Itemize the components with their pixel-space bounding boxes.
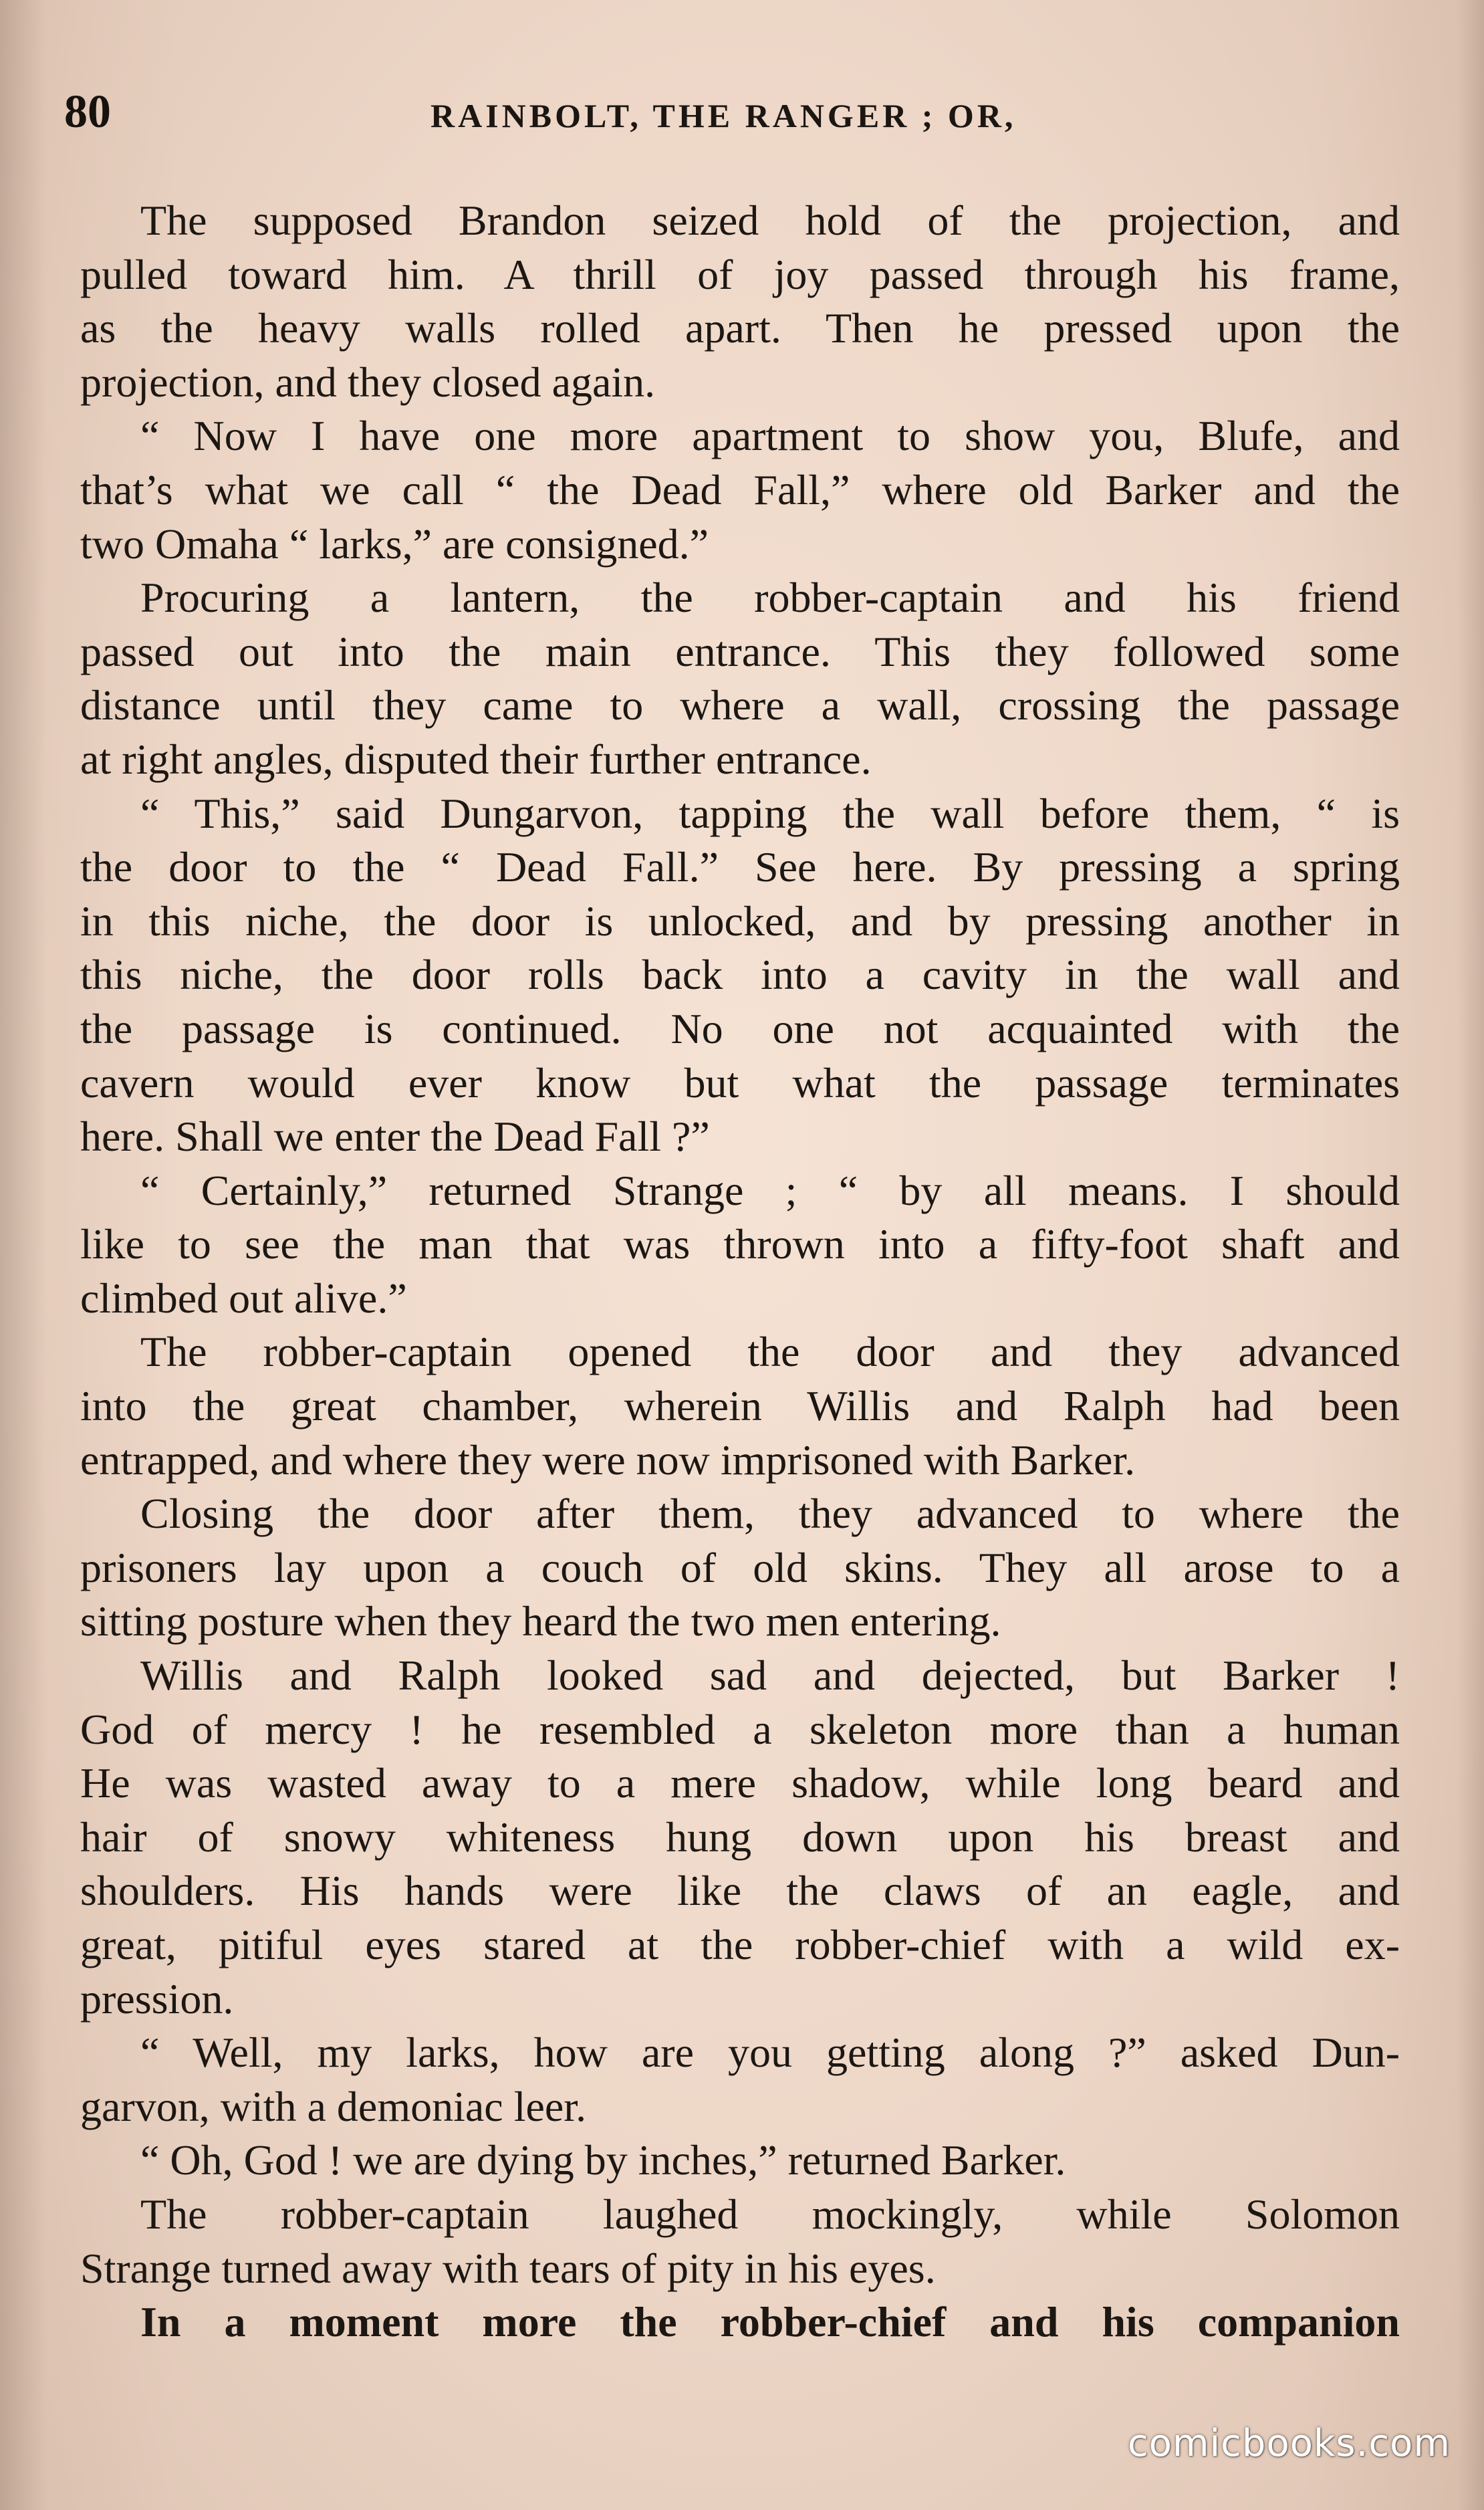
text-line: pression. (80, 1974, 234, 2023)
text-line: God of mercy ! he resembled a skeleton more than a human (80, 1705, 1400, 1753)
text-line: projection, and they closed again. (80, 358, 656, 406)
site-watermark: comicbooks.com (1127, 2422, 1451, 2465)
text-line: into the great chamber, wherein Willis and Ralph had been (80, 1382, 1400, 1430)
text-line: hair of snowy whiteness hung down upon his breast and (80, 1813, 1400, 1861)
text-line: The supposed Brandon seized hold of the projection, and (140, 197, 1400, 244)
text-line: passed out into the main entrance. This they followed some (80, 627, 1400, 675)
text-line: “ Oh, God ! we are dying by inches,” returned Barker. (140, 2136, 1066, 2184)
text-line: two Omaha “ larks,” are consigned.” (80, 520, 709, 568)
text-line: sitting posture when they heard the two men entering. (80, 1597, 1001, 1645)
text-line: at right angles, disputed their further entrance. (80, 735, 872, 783)
text-line: as the heavy walls rolled apart. Then he pressed upon the (80, 304, 1400, 352)
text-line: In a moment more the robber-chief and his companion (140, 2298, 1400, 2346)
page-edge-shadow-right (1457, 0, 1484, 2510)
text-line: climbed out alive.” (80, 1274, 407, 1322)
text-line: cavern would ever know but what the passage terminates (80, 1058, 1400, 1107)
text-line: prisoners lay upon a couch of old skins. They all arose to a (80, 1543, 1400, 1591)
text-line: in this niche, the door is unlocked, and by pressing another in (80, 897, 1400, 945)
text-line: Willis and Ralph looked sad and dejected, but Barker ! (140, 1651, 1400, 1700)
page-edge-shadow-left (0, 0, 47, 2510)
text-line: shoulders. His hands were like the claws of an eagle, and (80, 1867, 1400, 1915)
text-line: like to see the man that was thrown into a fifty-foot shaft and (80, 1220, 1400, 1268)
text-line: The robber-captain opened the door and they advanced (140, 1328, 1400, 1376)
body-text (80, 194, 1400, 2350)
text-line: this niche, the door rolls back into a cavity in the wall and (80, 951, 1400, 999)
text-line: great, pitiful eyes stared at the robber-chief with a wild ex- (80, 1921, 1400, 1968)
text-line: Procuring a lantern, the robber-captain and his friend (140, 574, 1400, 622)
page-number: 80 (64, 86, 111, 138)
text-line: “ Certainly,” returned Strange ; “ by all means. I should (140, 1166, 1400, 1214)
text-line: He was wasted away to a mere shadow, while long beard and (80, 1759, 1400, 1807)
text-line: that’s what we call “ the Dead Fall,” where old Barker and the (80, 465, 1400, 514)
text-line: The robber-captain laughed mockingly, while Solomon (140, 2190, 1400, 2238)
text-line: entrapped, and where they were now imprisoned with Barker. (80, 1436, 1136, 1484)
text-line: “ This,” said Dungarvon, tapping the wall before them, “ is (140, 789, 1400, 837)
text-line: pulled toward him. A thrill of joy passed through his frame, (80, 250, 1400, 298)
text-line: distance until they came to where a wall, crossing the passage (80, 681, 1400, 729)
page-header (64, 86, 1401, 159)
text-line: the passage is continued. No one not acquainted with the (80, 1004, 1400, 1052)
text-line: Closing the door after them, they advanced to where the (140, 1490, 1400, 1538)
text-line: “ Now I have one more apartment to show you, Blufe, and (140, 412, 1400, 460)
text-line: here. Shall we enter the Dead Fall ?” (80, 1113, 710, 1161)
text-line: “ Well, my larks, how are you getting along ?” asked Dun- (140, 2029, 1400, 2077)
text-line: Strange turned away with tears of pity in his eyes. (80, 2244, 936, 2292)
text-line: garvon, with a demoniac leer. (80, 2082, 587, 2130)
text-line: the door to the “ Dead Fall.” See here. By pressing a spring (80, 843, 1400, 891)
running-title: RAINBOLT, THE RANGER ; OR, (430, 97, 1017, 134)
